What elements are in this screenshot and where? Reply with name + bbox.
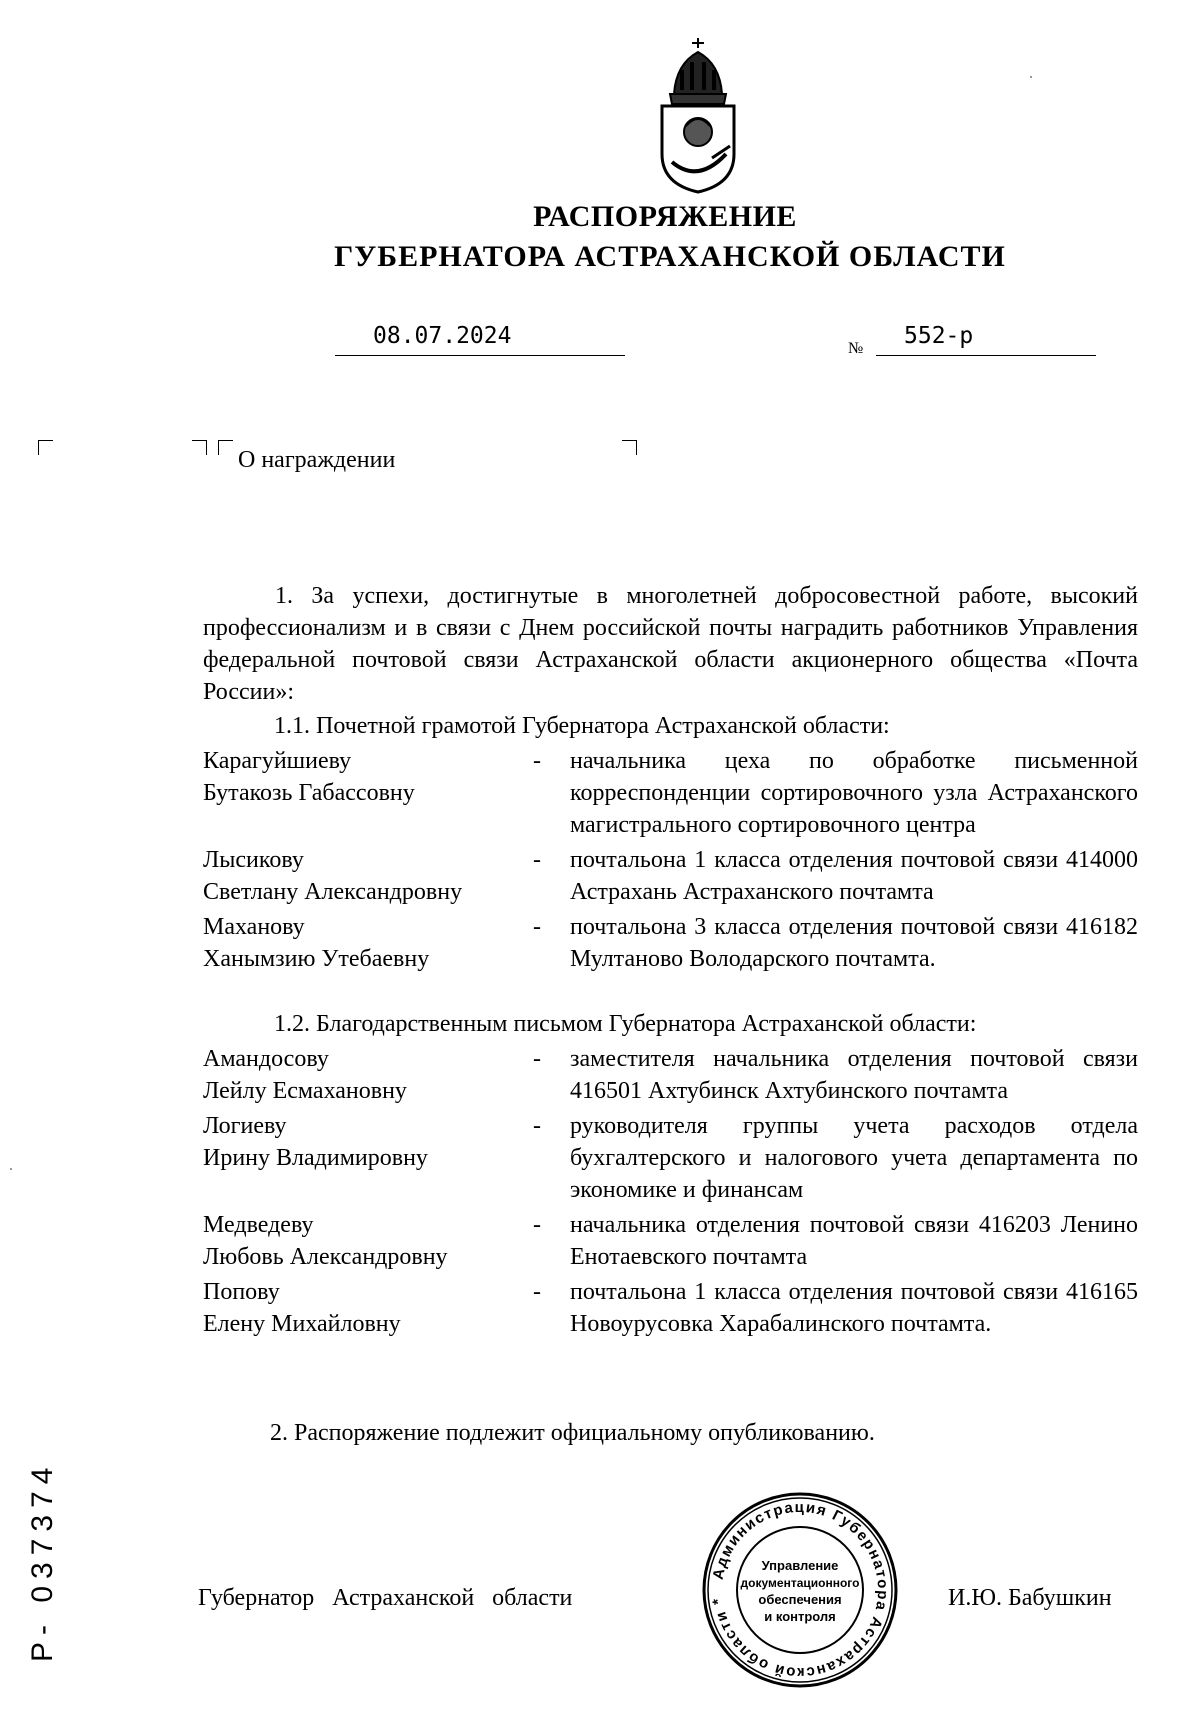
dash: - bbox=[533, 914, 541, 940]
dash: - bbox=[533, 1113, 541, 1139]
award-row bbox=[203, 1110, 1138, 1206]
awardee-position: начальника цеха по обработке письменной корреспонденции сортировочного узла Астраханского магистрального сортировочного центра bbox=[570, 748, 1138, 838]
margin-corner-mark bbox=[38, 440, 53, 455]
award-list-2 bbox=[203, 1043, 1138, 1343]
award-row bbox=[203, 745, 1138, 841]
paragraph-2: 2. Распоряжение подлежит официальному опубликованию. bbox=[270, 1420, 875, 1446]
dash: - bbox=[533, 748, 541, 774]
award-row bbox=[203, 1276, 1138, 1340]
scan-speck bbox=[10, 1168, 12, 1170]
issuer-title: ГУБЕРНАТОРА АСТРАХАНСКОЙ ОБЛАСТИ bbox=[334, 240, 1006, 273]
dash: - bbox=[533, 1046, 541, 1072]
awardee-position: почтальона 1 класса отделения почтовой связи 416165 Новоурусовка Харабалинского почтамта. bbox=[570, 1279, 1138, 1337]
dash: - bbox=[533, 847, 541, 873]
awardee-position: начальника отделения почтовой связи 416203 Ленино Енотаевского почтамта bbox=[570, 1212, 1138, 1270]
document-date: 08.07.2024 bbox=[335, 323, 625, 356]
document-type-title: РАСПОРЯЖЕНИЕ bbox=[533, 200, 797, 233]
subject-bracket-end bbox=[622, 440, 637, 455]
awardee-name: Маханову Ханымзию Утебаевну bbox=[203, 914, 430, 972]
section-1-2-title: 1.2. Благодарственным письмом Губернатора Астраханской области: bbox=[274, 1011, 977, 1037]
subject-bracket-right bbox=[192, 440, 207, 455]
awardee-name: Попову Елену Михайловну bbox=[203, 1279, 401, 1337]
awardee-name: Карагуйшиеву Бутакозь Габассовну bbox=[203, 748, 415, 806]
seal-line-4: и контроля bbox=[764, 1609, 836, 1624]
official-seal bbox=[700, 1490, 900, 1690]
section-1-1-title: 1.1. Почетной грамотой Губернатора Астраханской области: bbox=[274, 713, 890, 739]
document-number: 552-р bbox=[876, 323, 1096, 356]
seal-line-1: Управление bbox=[761, 1558, 839, 1573]
coat-of-arms-emblem bbox=[652, 34, 744, 194]
award-list-1 bbox=[203, 745, 1138, 978]
awardee-name: Медведеву Любовь Александровну bbox=[203, 1212, 448, 1270]
dash: - bbox=[533, 1212, 541, 1238]
award-row bbox=[203, 1209, 1138, 1273]
award-row bbox=[203, 1043, 1138, 1107]
subject-bracket-left bbox=[218, 440, 233, 455]
dash: - bbox=[533, 1279, 541, 1305]
seal-line-2: документационного bbox=[740, 1576, 860, 1590]
awardee-name: Логиеву Ирину Владимировну bbox=[203, 1113, 428, 1171]
award-row bbox=[203, 911, 1138, 975]
awardee-name: Лысикову Светлану Александровну bbox=[203, 847, 463, 905]
scan-speck bbox=[1030, 76, 1032, 78]
awardee-name: Амандосову Лейлу Есмахановну bbox=[203, 1046, 407, 1104]
award-row bbox=[203, 844, 1138, 908]
document-subject: О награждении bbox=[238, 447, 396, 473]
number-label: № bbox=[848, 340, 864, 357]
seal-ring-text: Администрация Губернатора Астраханской области * bbox=[709, 1498, 892, 1682]
paragraph-1: 1. За успехи, достигнутые в многолетней добросовестной работе, высокий профессионализм и в связи с Днем российской почты наградить работников Управления федеральной почтовой связи Астраханской области акционерного общества «Почта России»: bbox=[203, 583, 1138, 705]
awardee-position: почтальона 1 класса отделения почтовой связи 414000 Астрахань Астраханского почтамта bbox=[570, 847, 1138, 905]
signer-name: И.Ю. Бабушкин bbox=[948, 1585, 1112, 1611]
awardee-position: почтальона 3 класса отделения почтовой связи 416182 Мултаново Володарского почтамта. bbox=[570, 914, 1138, 972]
awardee-position: руководителя группы учета расходов отдела бухгалтерского и налогового учета департамента по экономике и финансам bbox=[570, 1113, 1138, 1203]
signer-position: Губернатор Астраханской области bbox=[198, 1585, 573, 1611]
seal-line-3: обеспечения bbox=[758, 1592, 842, 1607]
awardee-position: заместителя начальника отделения почтовой связи 416501 Ахтубинск Ахтубинского почтамта bbox=[570, 1046, 1138, 1104]
registration-code: Р- 037374 bbox=[26, 1460, 59, 1662]
